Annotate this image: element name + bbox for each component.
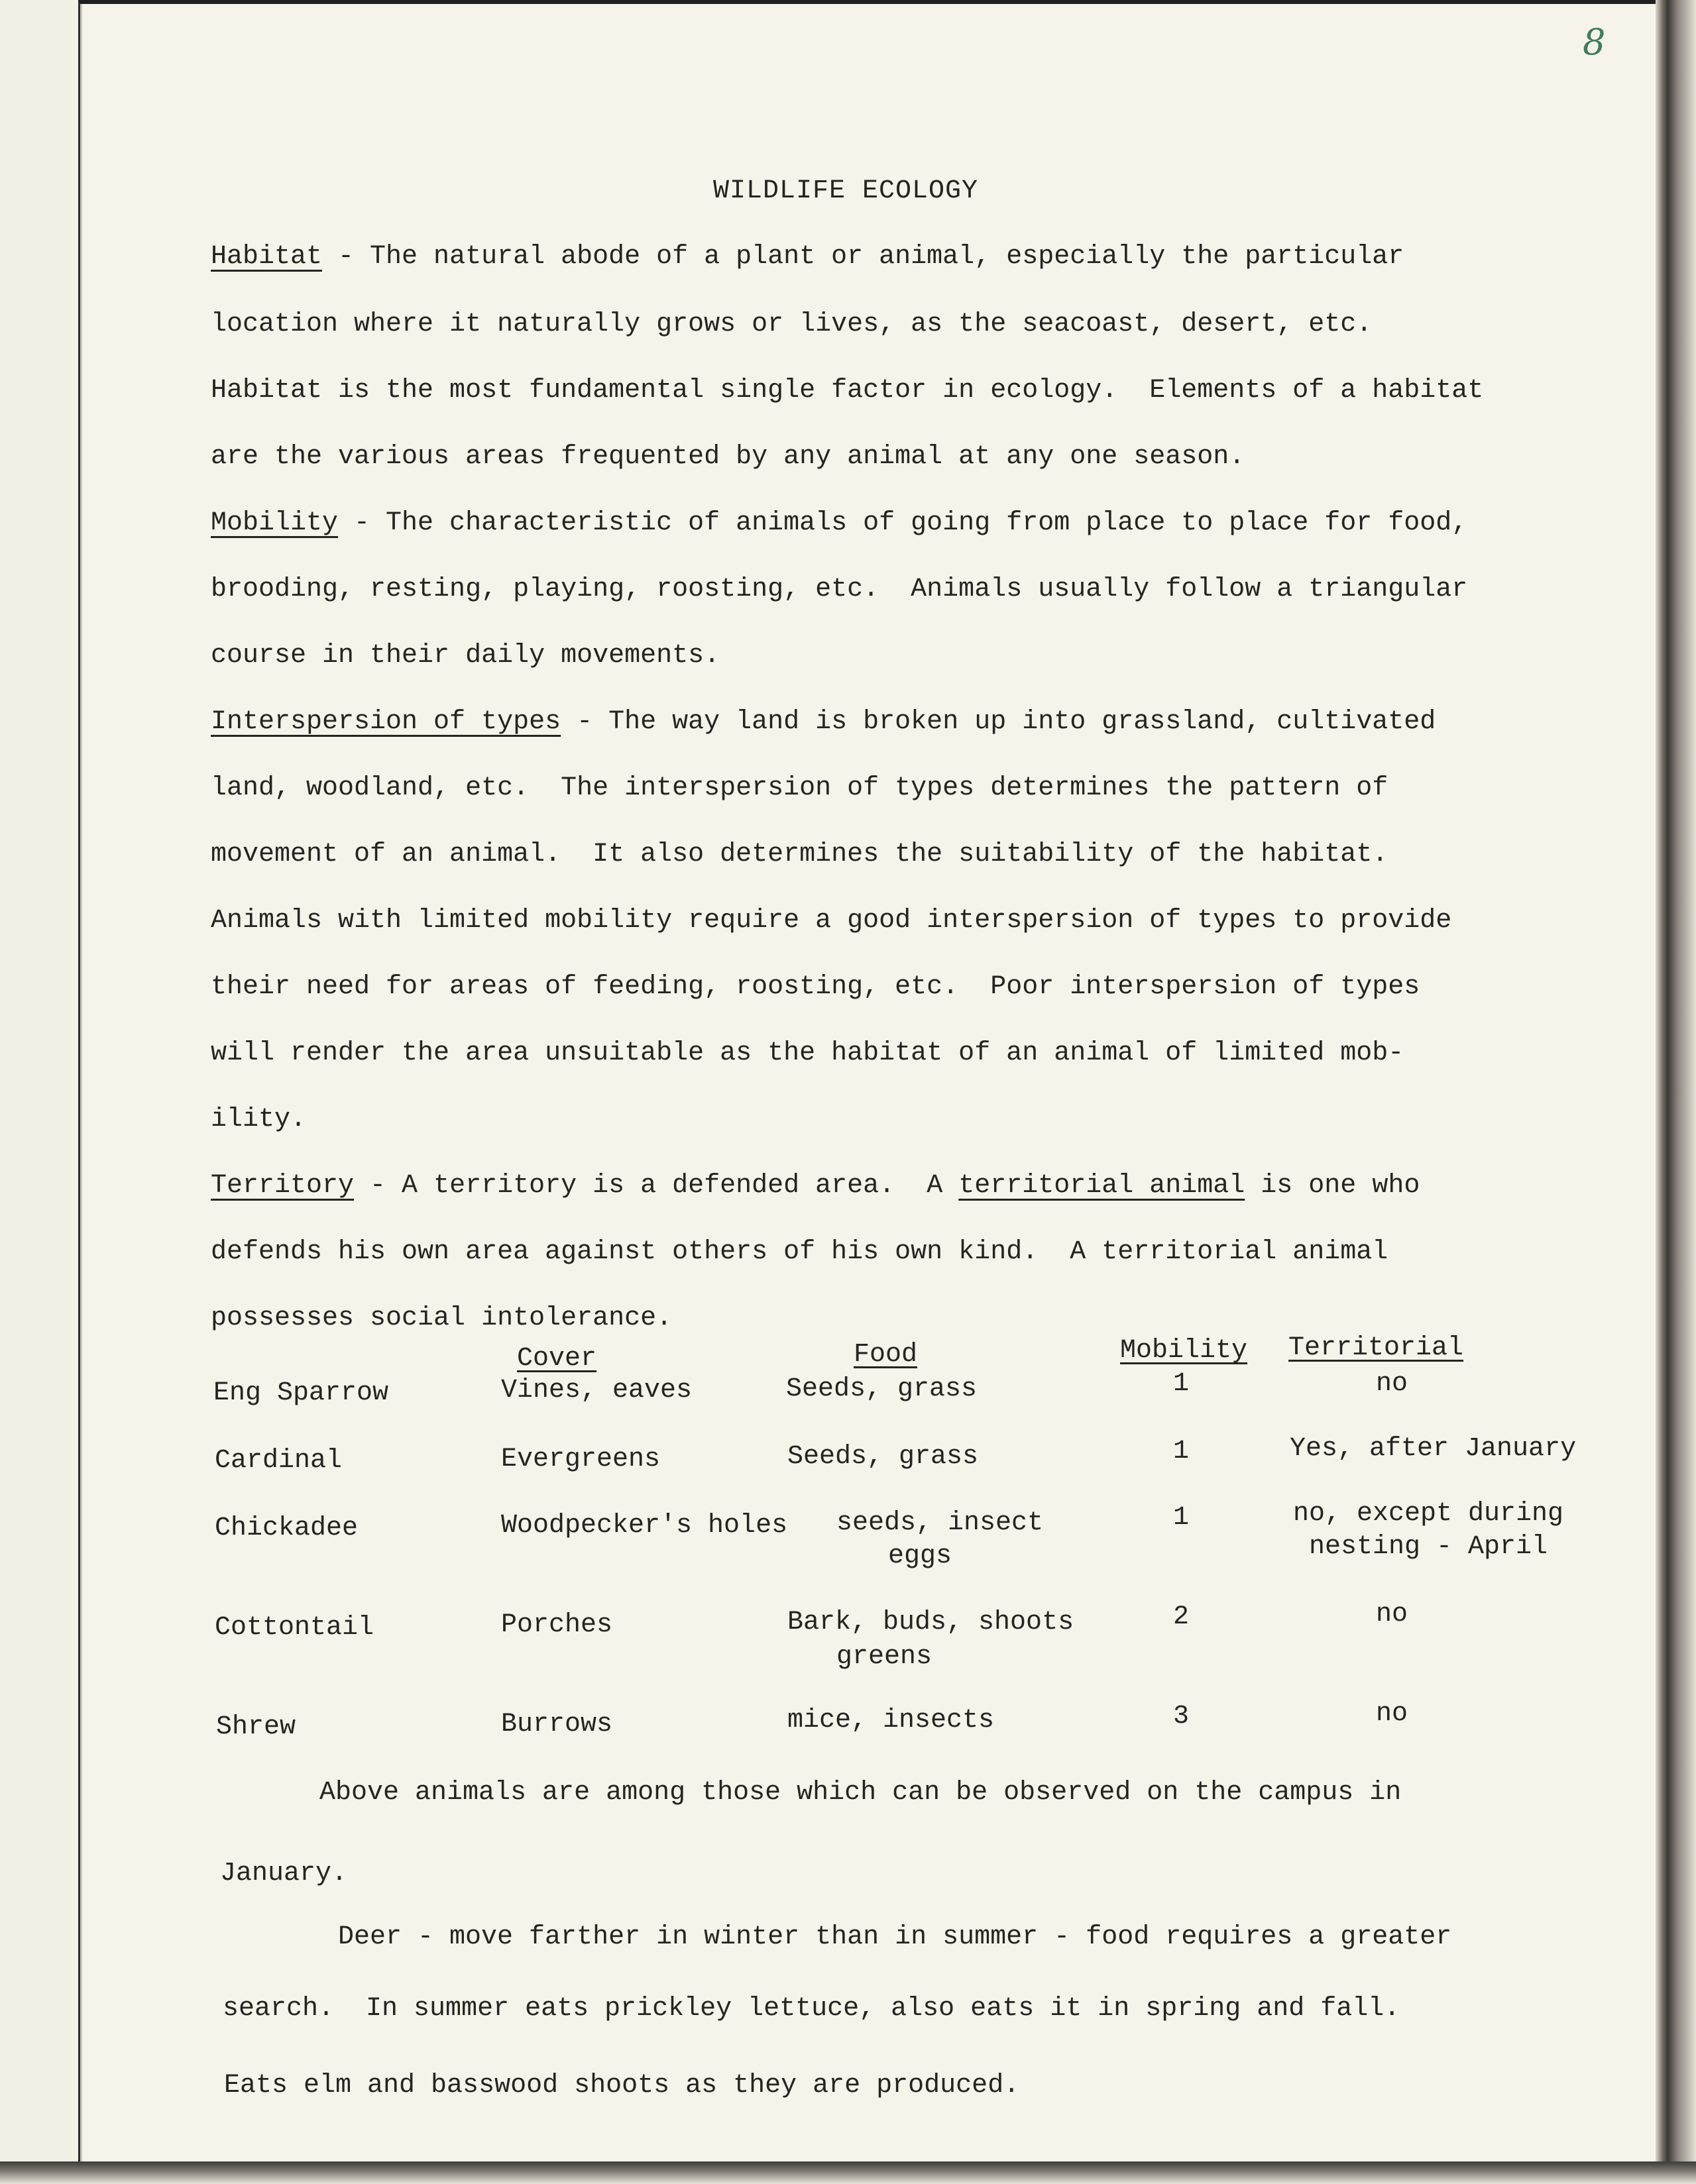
habitat-paragraph-line-2: location where it naturally grows or lives, as the seacoast, desert, etc. (211, 309, 1373, 339)
table-cell-animal: Eng Sparrow (213, 1378, 389, 1408)
observed-note-line-1: Above animals are among those which can be observed on the campus in (319, 1778, 1402, 1808)
table-cell-territorial: no (1375, 1699, 1408, 1729)
table-cell-cover: Vines, eaves (501, 1376, 693, 1405)
table-cell-food: mice, insects (787, 1706, 995, 1735)
page-edge-shadow (1656, 0, 1696, 2184)
table-header-cover: Cover (517, 1344, 597, 1374)
table-cell-animal: Chickadee (215, 1513, 359, 1543)
deer-note-line-1: Deer - move farther in winter than in summer - food requires a greater (338, 1922, 1452, 1952)
table-cell-territorial-continued: nesting - April (1308, 1532, 1548, 1562)
page-bottom-shadow (0, 2161, 1696, 2184)
table-cell-mobility: 2 (1173, 1602, 1190, 1632)
table-header-territorial: Territorial (1288, 1333, 1464, 1363)
interspersion-paragraph-line-4: Animals with limited mobility require a good interspersion of types to provide (211, 906, 1452, 936)
page-number: 8 (1583, 21, 1606, 63)
table-header-mobility: Mobility (1120, 1336, 1248, 1366)
table-cell-food: Seeds, grass (786, 1374, 978, 1404)
habitat-definition: - The natural abode of a plant or animal, especially the particular (322, 242, 1404, 272)
territorial-animal-term: territorial animal (958, 1171, 1245, 1201)
table-cell-food: Bark, buds, shoots (787, 1608, 1074, 1637)
interspersion-paragraph-line-1 (211, 706, 1436, 738)
mobility-paragraph-line-2: brooding, resting, playing, roosting, etc. Animals usually follow a triangular (211, 574, 1468, 604)
table-cell-food-continued: eggs (888, 1541, 952, 1571)
table-cell-animal: Shrew (216, 1712, 296, 1742)
table-cell-cover: Evergreens (501, 1445, 661, 1474)
table-cell-territorial: Yes, after January (1290, 1434, 1577, 1464)
territory-term: Territory (211, 1171, 355, 1201)
interspersion-paragraph-line-6: will render the area unsuitable as the habitat of an animal of limited mob- (211, 1038, 1404, 1068)
habitat-term: Habitat (211, 242, 323, 272)
mobility-paragraph-line-3: course in their daily movements. (211, 641, 720, 671)
habitat-paragraph-line-3: Habitat is the most fundamental single factor in ecology. Elements of a habitat (211, 376, 1484, 406)
territory-paragraph-line-1 (211, 1170, 1420, 1202)
table-cell-cover: Porches (501, 1610, 613, 1640)
table-header-food: Food (854, 1340, 918, 1370)
table-cell-cover: Woodpecker's holes (501, 1511, 788, 1541)
habitat-paragraph-line-4: are the various areas frequented by any animal at any one season. (211, 442, 1245, 472)
territory-paragraph-line-2: defends his own area against others of his own kind. A territorial animal (211, 1237, 1388, 1267)
interspersion-paragraph-line-7: ility. (211, 1105, 307, 1134)
page-title: WILDLIFE ECOLOGY (713, 176, 979, 206)
deer-note-line-2: search. In summer eats prickley lettuce, also eats it in spring and fall. (223, 1994, 1400, 2024)
interspersion-paragraph-line-3: movement of an animal. It also determines the suitability of the habitat. (211, 840, 1388, 869)
table-cell-mobility: 1 (1173, 1369, 1190, 1399)
table-cell-food: seeds, insect (836, 1508, 1044, 1538)
table-cell-animal: Cardinal (215, 1446, 343, 1476)
deer-note-line-3: Eats elm and basswood shoots as they are produced. (224, 2071, 1020, 2101)
interspersion-paragraph-line-5: their need for areas of feeding, roosting, etc. Poor interspersion of types (211, 972, 1420, 1002)
table-cell-mobility: 1 (1173, 1437, 1190, 1466)
interspersion-paragraph-line-2: land, woodland, etc. The interspersion of types determines the pattern of (211, 773, 1388, 803)
table-cell-food-continued: greens (836, 1642, 933, 1672)
table-cell-animal: Cottontail (215, 1613, 374, 1643)
mobility-term: Mobility (211, 508, 339, 538)
territory-definition-b: is one who (1245, 1171, 1420, 1201)
observed-note-line-2: January. (220, 1859, 348, 1888)
territory-paragraph-line-3: possesses social intolerance. (211, 1303, 673, 1333)
interspersion-term: Interspersion of types (211, 707, 561, 737)
table-cell-territorial: no, except during (1292, 1499, 1564, 1529)
table-cell-mobility: 1 (1173, 1503, 1190, 1533)
habitat-paragraph-line-1 (211, 241, 1404, 273)
mobility-definition: - The characteristic of animals of going from place to place for food, (338, 508, 1468, 538)
mobility-paragraph-line-1 (211, 508, 1467, 539)
table-cell-territorial: no (1375, 1600, 1408, 1629)
interspersion-definition: - The way land is broken up into grassland, cultivated (561, 707, 1436, 737)
table-cell-cover: Burrows (501, 1710, 613, 1739)
territory-definition-a: - A territory is a defended area. A (354, 1171, 959, 1201)
table-cell-mobility: 3 (1173, 1702, 1190, 1731)
table-cell-territorial: no (1375, 1369, 1408, 1399)
table-cell-food: Seeds, grass (787, 1442, 979, 1472)
